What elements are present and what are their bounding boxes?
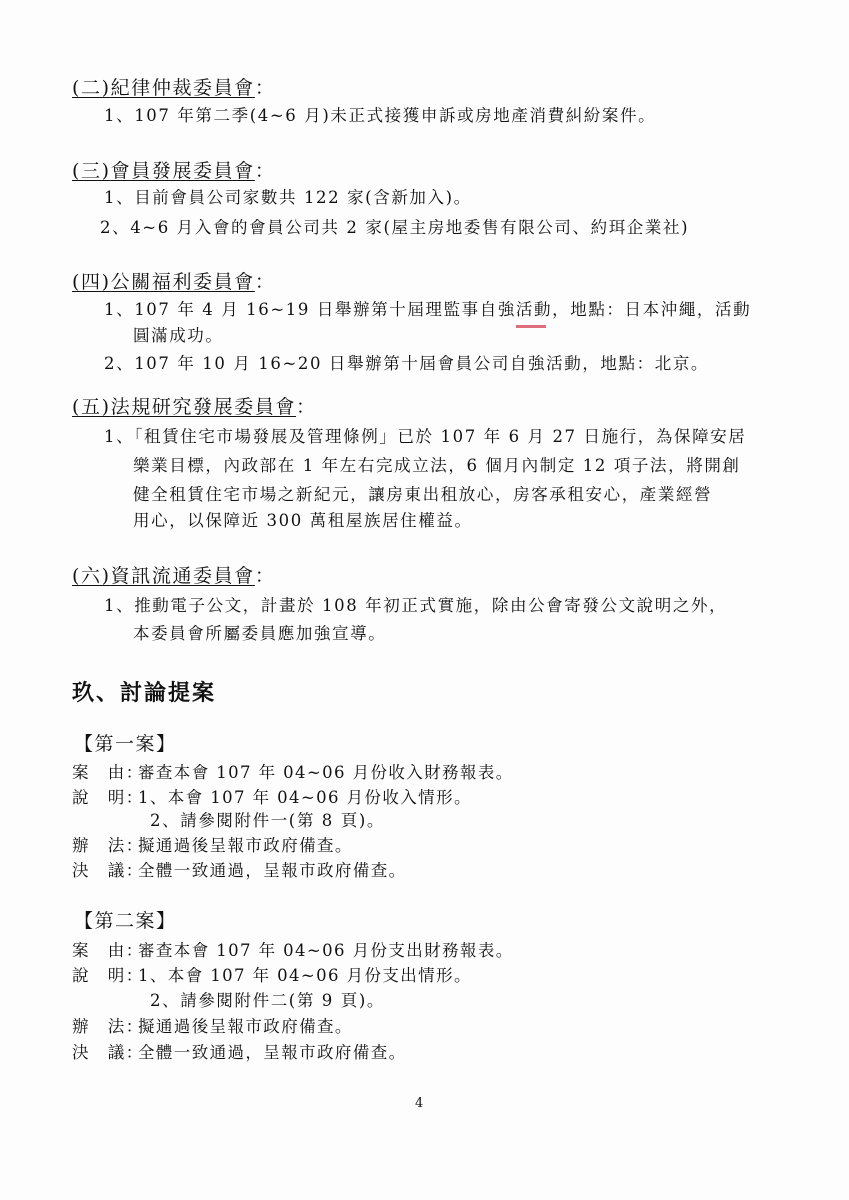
case-method: 辦 法：擬通過後呈報市政府備查。 <box>72 836 353 855</box>
list-item: 1、「租賃住宅市場發展及管理條例」已於 107 年 6 月 27 日施行，為保障安居 <box>104 427 747 446</box>
case-explanation-item: 2、請參閱附件二(第 9 頁)。 <box>150 991 385 1010</box>
list-item-continuation: 樂業目標，內政部在 1 年左右完成立法，6 個月內制定 12 項子法，將開創 <box>133 456 741 475</box>
committee-heading: (三)會員發展委員會： <box>72 160 276 182</box>
case-explanation: 說 明：1、本會 107 年 04~06 月份收入情形。 <box>72 788 472 807</box>
list-item: 1、推動電子公文，計畫於 108 年初正式實施，除由公會寄發公文說明之外， <box>104 596 728 615</box>
page-number: 4 <box>415 1096 424 1111</box>
list-item: 2、4~6 月入會的會員公司共 2 家(屋主房地委售有限公司、約珥企業社) <box>100 218 690 237</box>
list-item-continuation: 健全租賃住宅市場之新紀元，讓房東出租放心，房客承租安心，產業經營 <box>133 485 713 504</box>
case-title: 【第二案】 <box>74 910 177 932</box>
committee-heading: (五)法規研究發展委員會： <box>72 396 317 418</box>
case-field-label: 辦 法： <box>72 836 144 855</box>
case-explanation-item: 2、請參閱附件一(第 8 頁)。 <box>150 811 385 830</box>
committee-heading: (六)資訊流通委員會： <box>72 565 276 587</box>
list-item-continuation: 本委員會所屬委員應加強宣導。 <box>133 624 387 643</box>
section-title: 玖、討論提案 <box>72 680 217 706</box>
list-item: 1、107 年 4 月 16~19 日舉辦第十屆理監事自強活動，地點：日本沖繩，活動 <box>104 300 752 319</box>
case-reason: 案 由：審查本會 107 年 04~06 月份收入財務報表。 <box>72 763 514 782</box>
case-reason: 案 由：審查本會 107 年 04~06 月份支出財務報表。 <box>72 941 514 960</box>
ink-mark <box>516 325 546 328</box>
list-item: 1、107 年第二季(4~6 月)未正式接獲申訴或房地產消費糾紛案件。 <box>104 106 657 125</box>
case-title: 【第一案】 <box>74 733 177 755</box>
case-field-label: 案 由： <box>72 763 144 782</box>
committee-heading: (二)紀律仲裁委員會： <box>72 77 276 99</box>
case-field-label: 說 明： <box>72 966 144 985</box>
list-item: 1、目前會員公司家數共 122 家(含新加入)。 <box>104 188 472 207</box>
committee-heading: (四)公關福利委員會： <box>72 271 276 293</box>
case-resolution: 決 議：全體一致通過，呈報市政府備查。 <box>72 861 407 880</box>
case-resolution: 決 議：全體一致通過，呈報市政府備查。 <box>72 1043 407 1062</box>
case-field-label: 說 明： <box>72 788 144 807</box>
case-field-label: 決 議： <box>72 1043 144 1062</box>
list-item-continuation: 用心，以保障近 300 萬租屋族居住權益。 <box>133 511 473 530</box>
case-field-label: 案 由： <box>72 941 144 960</box>
case-field-label: 辦 法： <box>72 1017 144 1036</box>
list-item: 2、107 年 10 月 16~20 日舉辦第十屆會員公司自強活動，地點：北京。 <box>104 354 710 373</box>
case-field-label: 決 議： <box>72 861 144 880</box>
list-item-continuation: 圓滿成功。 <box>133 326 224 345</box>
case-method: 辦 法：擬通過後呈報市政府備查。 <box>72 1017 353 1036</box>
case-explanation: 說 明：1、本會 107 年 04~06 月份支出情形。 <box>72 966 472 985</box>
